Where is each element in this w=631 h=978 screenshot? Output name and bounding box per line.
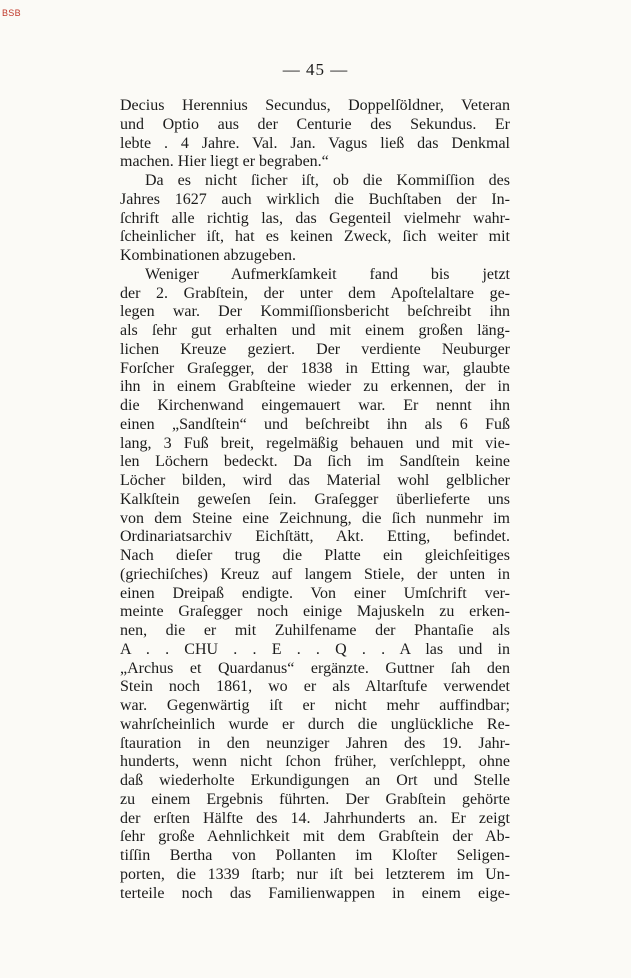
paragraph-gravestone xyxy=(120,266,510,904)
text-line: Jahres 1627 auch wirklich die Buchſtaben der In- xyxy=(120,190,510,208)
text-line: wahrſcheinlich wurde er durch die unglückliche Re- xyxy=(120,715,510,733)
page-number: — 45 — xyxy=(282,60,349,79)
text-line: Forſcher Graſegger, der 1838 in Etting war, glaubte xyxy=(120,359,510,377)
paragraph-commission xyxy=(120,172,510,266)
text-line: zu einem Ergebnis führten. Der Grabſtein gehörte xyxy=(120,790,510,808)
text-line: die Kirchenwand eingemauert war. Er nennt ihn xyxy=(120,397,510,414)
text-line: von dem Steine eine Zeichnung, die ſich nunmehr im xyxy=(120,509,510,527)
text-line: porten, die 1339 ſtarb; nur iſt bei letzterem im Un- xyxy=(120,865,510,883)
text-line: terteile noch das Familienwappen in einem eige- xyxy=(120,884,510,902)
text-line: (griechiſches) Kreuz auf langem Stiele, der unten in xyxy=(120,565,510,583)
text-line: und Optio aus der Centurie des Sekundus. Er xyxy=(120,115,510,133)
text-line: Nach dieſer trug die Platte ein gleichſeitiges xyxy=(120,547,510,564)
text-line: tiſſin Bertha von Pollanten im Kloſter Seligen- xyxy=(120,847,510,864)
text-line: meinte Graſegger noch einige Majuskeln zu erken- xyxy=(120,603,510,621)
text-line: Weniger Aufmerkſamkeit fand bis jetzt xyxy=(145,265,510,283)
text-line: lichen Kreuze geziert. Der verdiente Neuburger xyxy=(120,340,510,358)
text-line: Ordinariatsarchiv Eichſtätt, Akt. Etting, befindet. xyxy=(120,528,510,546)
text-line: ihn in einem Grabſteine wieder zu erkennen, der in xyxy=(120,378,510,396)
text-line: einen „Sandſtein“ und beſchreibt ihn als 6 Fuß xyxy=(120,415,510,433)
text-line: daß wiederholte Erkundigungen an Ort und Stelle xyxy=(120,772,510,789)
body-text xyxy=(120,97,510,903)
text-line: Da es nicht ſicher iſt, ob die Kommiſſion des xyxy=(145,172,510,189)
text-line: ſcheinlicher iſt, hat es keinen Zweck, ſich weiter mit xyxy=(120,228,510,246)
library-watermark: BSB xyxy=(2,8,21,18)
text-line: der erſten Hälfte des 14. Jahrhunderts an. Er zeigt xyxy=(120,809,510,827)
text-line: Löcher bilden, wird das Material wohl gelblicher xyxy=(120,472,510,489)
text-line: war. Gegenwärtig iſt er nicht mehr auffindbar; xyxy=(120,697,510,714)
text-line: Kombinationen abzugeben. xyxy=(120,247,296,264)
text-line: legen war. Der Kommiſſionsbericht beſchreibt ihn xyxy=(120,303,510,321)
text-line: len Löchern bedeckt. Da ſich im Sandſtein keine xyxy=(120,453,510,471)
text-line: einen Dreipaß endigte. Von einer Umſchrift ver- xyxy=(120,584,510,602)
text-line: „Archus et Quardanus“ ergänzte. Guttner ſah den xyxy=(120,659,510,677)
text-line: Decius Herennius Secundus, Doppelſöldner, Veteran xyxy=(120,97,510,114)
text-line: A . . CHU . . E . . Q . . A las und in xyxy=(120,640,510,658)
text-line: Kalkſtein geweſen ſein. Graſegger überlieferte uns xyxy=(120,490,510,508)
text-line: ſtauration in den neunziger Jahren des 19. Jahr- xyxy=(120,734,510,752)
text-line: machen. Hier liegt er begraben.“ xyxy=(120,153,329,171)
text-line: der 2. Grabſtein, der unter dem Apoſtelaltare ge- xyxy=(120,284,510,302)
text-line: Stein noch 1861, wo er als Altarſtufe verwendet xyxy=(120,678,510,696)
paragraph-continued xyxy=(120,97,510,172)
text-line: ſchrift alle richtig las, das Gegenteil vielmehr wahr- xyxy=(120,209,510,227)
text-line: lebte . 4 Jahre. Val. Jan. Vagus ließ das Denkmal xyxy=(120,134,510,152)
text-line: ſehr große Aehnlichkeit mit dem Grabſtein der Ab- xyxy=(120,828,510,846)
text-line: nen, die er mit Zuhilfename der Phantaſie als xyxy=(120,622,510,639)
text-line: lang, 3 Fuß breit, regelmäßig behauen und mit vie- xyxy=(120,434,510,452)
text-line: hunderts, wenn nicht ſchon früher, verſchleppt, ohne xyxy=(120,753,510,771)
text-line: als ſehr gut erhalten und mit einem großen läng- xyxy=(120,322,510,339)
